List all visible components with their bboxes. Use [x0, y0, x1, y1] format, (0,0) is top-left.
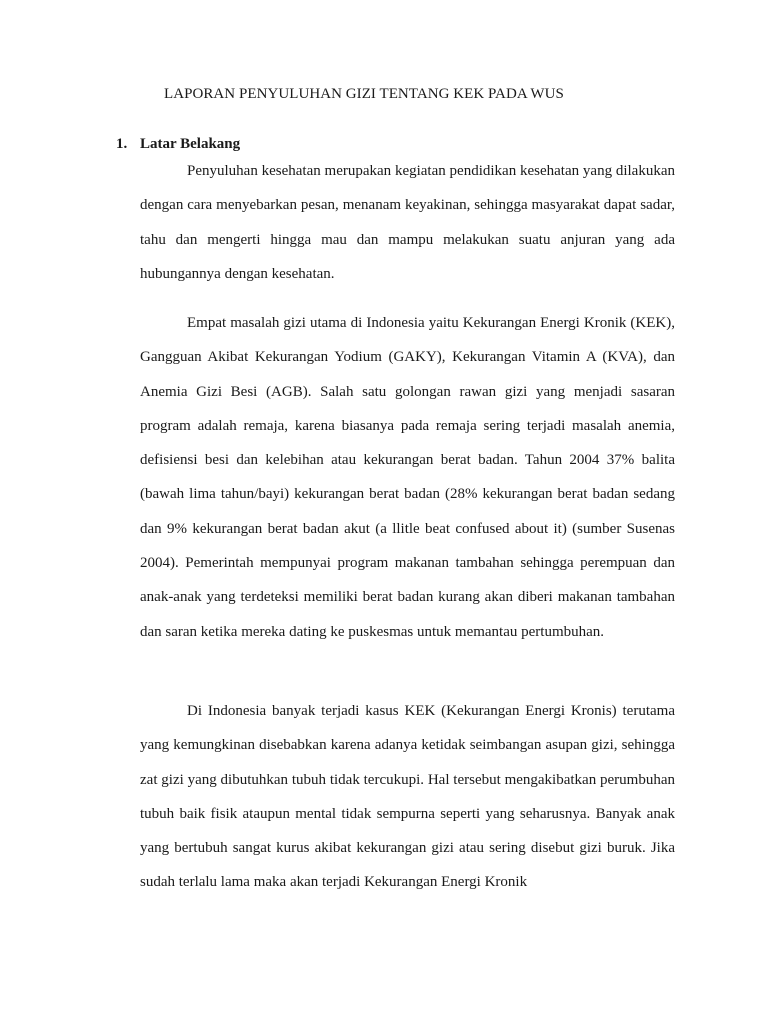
document-title: LAPORAN PENYULUHAN GIZI TENTANG KEK PADA WUS [164, 86, 564, 102]
section-heading [116, 136, 240, 153]
paragraph-3: Di Indonesia banyak terjadi kasus KEK (Kekurangan Energi Kronis) terutama yang kemungkinan disebabkan karena adanya ketidak seimbangan asupan gizi, sehingga zat gizi yang dibutuhkan tubuh tidak tercukupi. Hal tersebut mengakibatkan perumbuhan tubuh baik fisik ataupun mental tidak sempurna seperti yang seharusnya. Banyak anak yang bertubuh sangat kurus akibat kekurangan gizi atau sering disebut gizi buruk. Jika sudah terlalu lama maka akan terjadi Kekurangan Energi Kronik [140, 703, 675, 891]
section-title: Latar Belakang [140, 136, 241, 152]
section-number: 1. [116, 136, 128, 152]
paragraph-2: Empat masalah gizi utama di Indonesia yaitu Kekurangan Energi Kronik (KEK), Gangguan Akibat Kekurangan Yodium (GAKY), Kekurangan Vitamin A (KVA), dan Anemia Gizi Besi (AGB). Salah satu golongan rawan gizi yang menjadi sasaran program adalah remaja, karena biasanya pada remaja sering terjadi masalah anemia, defisiensi besi dan kelebihan atau kekurangan berat badan. Tahun 2004 37% balita (bawah lima tahun/bayi) kekurangan berat badan (28% kekurangan berat badan sedang dan 9% kekurangan berat badan akut (a llitle beat confused about it) (sumber Susenas 2004). Pemerintah mempunyai program makanan tambahan sehingga perempuan dan anak-anak yang terdeteksi memiliki berat badan kurang akan diberi makanan tambahan dan saran ketika mereka dating ke puskesmas untuk memantau pertumbuhan. [140, 315, 675, 640]
paragraph-1: Penyuluhan kesehatan merupakan kegiatan pendidikan kesehatan yang dilakukan dengan cara menyebarkan pesan, menanam keyakinan, sehingga masyarakat dapat sadar, tahu dan mengerti hingga mau dan mampu melakukan suatu anjuran yang ada hubungannya dengan kesehatan. [140, 163, 675, 282]
